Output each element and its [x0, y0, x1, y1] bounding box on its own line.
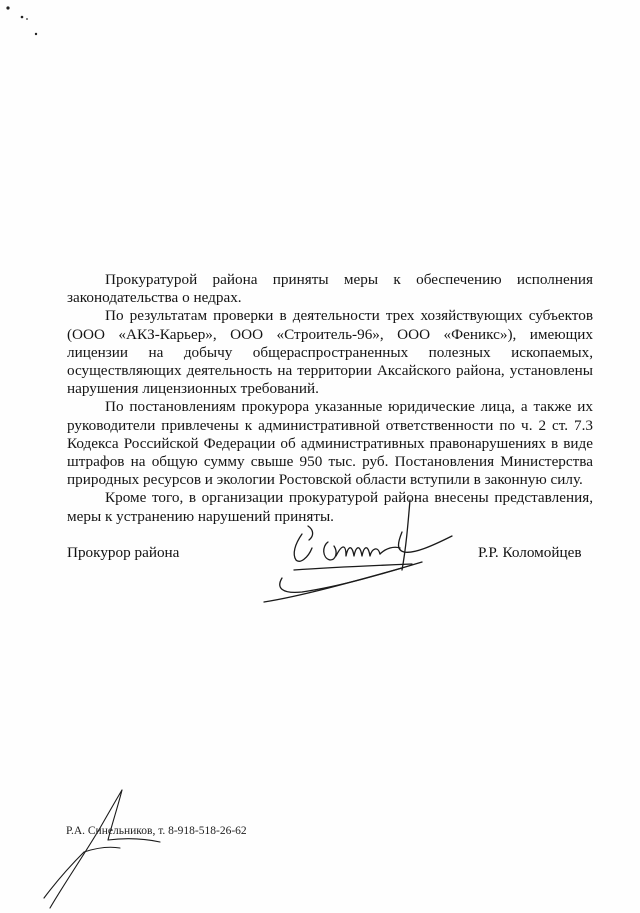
signatory-name: Р.Р. Коломойцев — [478, 544, 582, 561]
paragraph-1: Прокуратурой района приняты меры к обеспечению исполнения законодательства о недрах. — [67, 271, 593, 307]
signatory-title: Прокурор района — [67, 544, 180, 561]
paragraph-4: Кроме того, в организации прокуратурой района внесены представления, меры к устранению нарушений приняты. — [67, 489, 593, 525]
letter-body — [67, 271, 593, 526]
paragraph-3: По постановлениям прокурора указанные юридические лица, а также их руководители привлечены к административной ответственности по ч. 2 ст. 7.3 Кодекса Российской Федерации об административных правонарушениях в виде штрафов на общую сумму свыше 950 тыс. руб. Постановления Министерства природных ресурсов и экологии Ростовской области вступили в законную силу. — [67, 398, 593, 489]
handwritten-signature — [262, 496, 462, 606]
executor-initials — [36, 786, 176, 913]
executor-line: Р.А. Синельников, т. 8-918-518-26-62 — [66, 825, 247, 837]
scan-specks — [0, 0, 60, 40]
paragraph-2: По результатам проверки в деятельности трех хозяйствующих субъектов (ООО «АКЗ-Карьер», ООО «Строитель-96», ООО «Феникс»), имеющих лицензии на добычу общераспространенных полезных ископаемых, осуществляющих деятельность на территории Аксайского района, установлены нарушения лицензионных требований. — [67, 307, 593, 398]
